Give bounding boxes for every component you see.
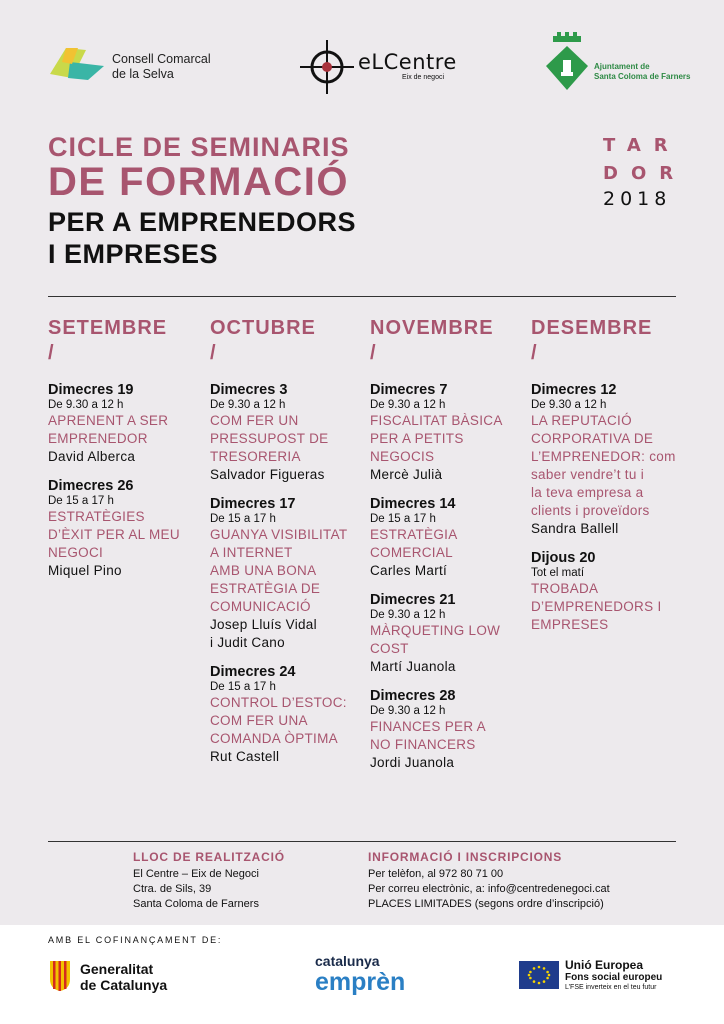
event-topic-line: A INTERNET: [210, 545, 293, 560]
event-topic-line: EMPRESES: [531, 617, 609, 632]
consell-name-line2: de la Selva: [112, 67, 174, 81]
consell-comarcal-logo: [48, 44, 218, 86]
crosshair-icon: [298, 38, 356, 96]
consell-comarcal-mark-icon: [48, 44, 106, 84]
event-time: De 15 a 17 h: [370, 513, 436, 525]
coat-of-arms-icon: [544, 30, 590, 92]
info-heading: INFORMACIÓ I INSCRIPCIONS: [368, 850, 563, 864]
event-topic-line: la teva empresa a: [531, 485, 644, 500]
event-topic-line: FINANCES PER A: [370, 719, 486, 734]
divider-top: [48, 296, 676, 297]
info-places: PLACES LIMITADES (segons ordre d’inscripció): [368, 898, 604, 910]
event-topic-line: COMUNICACIÓ: [210, 599, 311, 614]
event-topic-line: L’EMPRENEDOR: com: [531, 449, 676, 464]
season-year: 2018: [603, 188, 672, 210]
month-name: SETEMBRE: [48, 317, 168, 339]
season-tar: TAR: [603, 135, 681, 156]
event-topic-line: AMB UNA BONA: [210, 563, 317, 578]
event-topic-line: APRENENT A SER: [48, 413, 169, 428]
event-speaker: David Alberca: [48, 449, 136, 464]
eu-line1: Unió Europea: [565, 958, 644, 972]
seminar-event: [48, 382, 208, 466]
event-topic-line: CONTROL D’ESTOC:: [210, 695, 347, 710]
seminar-event: [531, 550, 691, 634]
month-column-1: [210, 316, 370, 778]
event-topic-line: GUANYA VISIBILITAT: [210, 527, 348, 542]
month-column-0: [48, 316, 208, 592]
event-day: Dimecres 17: [210, 496, 296, 512]
event-day: Dimecres 21: [370, 592, 456, 608]
event-time: De 15 a 17 h: [48, 495, 114, 507]
ajuntament-line2: Santa Coloma de Farners: [594, 72, 691, 81]
event-topic-line: LA REPUTACIÓ: [531, 413, 632, 428]
event-day: Dimecres 19: [48, 382, 134, 398]
event-speaker: Rut Castell: [210, 749, 280, 764]
event-topic-line: NEGOCIS: [370, 449, 435, 464]
ajuntament-line1: Ajuntament de: [594, 62, 650, 71]
event-day: Dimecres 14: [370, 496, 456, 512]
event-speaker: Josep Lluís Vidal: [210, 617, 317, 632]
event-day: Dimecres 26: [48, 478, 134, 494]
empren-text: emprèn: [315, 968, 406, 996]
month-slash: /: [210, 342, 217, 364]
event-topic-line: FISCALITAT BÀSICA: [370, 413, 503, 428]
month-name: DESEMBRE: [531, 317, 653, 339]
month-slash: /: [531, 342, 538, 364]
title-block: [48, 132, 528, 270]
info-block: [368, 850, 678, 912]
sponsor-band: [0, 925, 724, 1024]
seminar-event: [370, 496, 530, 580]
event-time: De 9.30 a 12 h: [370, 399, 446, 411]
month-column-2: [370, 316, 530, 784]
event-day: Dimecres 28: [370, 688, 456, 704]
consell-name-line1: Consell Comarcal: [112, 52, 211, 66]
month-slash: /: [370, 342, 377, 364]
event-speaker: Jordi Juanola: [370, 755, 455, 770]
event-topic-line: PER A PETITS: [370, 431, 464, 446]
event-day: Dimecres 3: [210, 382, 288, 398]
venue-line: Ctra. de Sils, 39: [133, 883, 212, 895]
venue-line: Santa Coloma de Farners: [133, 898, 259, 910]
divider-bottom: [48, 841, 676, 842]
event-time: Tot el matí: [531, 567, 585, 579]
title-line1: CICLE DE SEMINARIS: [48, 132, 350, 162]
el-centre-subtitle: Eix de negoci: [402, 74, 445, 81]
el-centre-name: eLCentre: [358, 50, 457, 74]
cofinancament-label: AMB EL COFINANÇAMENT DE:: [48, 935, 223, 945]
month-slash: /: [48, 342, 55, 364]
event-topic-line: TRESORERIA: [210, 449, 301, 464]
event-time: De 15 a 17 h: [210, 681, 276, 693]
venue-line: El Centre – Eix de Negoci: [133, 868, 259, 880]
event-topic-line: NEGOCI: [48, 545, 104, 560]
event-topic-line: ESTRATÈGIA DE: [210, 581, 321, 596]
seminar-event: [48, 478, 208, 580]
eu-logo: [519, 959, 679, 993]
seminar-event: [370, 688, 530, 772]
event-topic-line: clients i proveïdors: [531, 503, 650, 518]
seminar-event: [210, 664, 370, 766]
event-topic-line: COMERCIAL: [370, 545, 453, 560]
seminar-event: [210, 496, 370, 652]
event-topic-line: COST: [370, 641, 409, 656]
event-topic-line: EMPRENEDOR: [48, 431, 148, 446]
event-speaker: Salvador Figueras: [210, 467, 325, 482]
event-topic-line: saber vendre’t tu i: [531, 467, 645, 482]
catalunya-empren-logo: [315, 953, 435, 995]
event-time: De 9.30 a 12 h: [370, 609, 446, 621]
event-day: Dimecres 7: [370, 382, 448, 398]
event-speaker: Carles Martí: [370, 563, 448, 578]
event-topic-line: COMANDA ÒPTIMA: [210, 731, 338, 746]
event-time: De 9.30 a 12 h: [370, 705, 446, 717]
event-topic-line: TROBADA: [531, 581, 599, 596]
month-column-3: [531, 316, 691, 646]
seminar-event: [210, 382, 370, 484]
event-day: Dimecres 12: [531, 382, 617, 398]
event-time: De 15 a 17 h: [210, 513, 276, 525]
venue-heading: LLOC DE REALITZACIÓ: [133, 850, 285, 864]
event-topic-line: NO FINANCERS: [370, 737, 476, 752]
info-email: Per correu electrònic, a: info@centredenegoci.cat: [368, 883, 610, 895]
season-dor: DOR: [603, 163, 687, 184]
event-topic-line: D’EMPRENEDORS I: [531, 599, 662, 614]
event-speaker: Sandra Ballell: [531, 521, 619, 536]
seminar-event: [370, 382, 530, 484]
title-line4: I EMPRESES: [48, 239, 219, 269]
venue-block: [133, 850, 353, 912]
seminar-event: [370, 592, 530, 676]
event-time: De 9.30 a 12 h: [531, 399, 607, 411]
title-line3: PER A EMPRENEDORS: [48, 207, 357, 237]
event-speaker: Miquel Pino: [48, 563, 122, 578]
el-centre-logo: [298, 38, 473, 96]
event-speaker: i Judit Cano: [210, 635, 285, 650]
event-topic-line: COM FER UNA: [210, 713, 308, 728]
info-phone: Per telèfon, al 972 80 71 00: [368, 868, 504, 880]
event-speaker: Martí Juanola: [370, 659, 456, 674]
event-topic-line: MÀRQUETING LOW: [370, 623, 501, 638]
event-topic-line: ESTRATÈGIA: [370, 527, 458, 542]
event-topic-line: PRESSUPOST DE: [210, 431, 329, 446]
generalitat-logo: [48, 959, 208, 995]
event-topic-line: CORPORATIVA DE: [531, 431, 654, 446]
month-name: OCTUBRE: [210, 317, 316, 339]
eu-line2: Fons social europeu: [565, 972, 663, 983]
eu-line3: L’FSE inverteix en el teu futur: [565, 984, 657, 991]
month-name: NOVEMBRE: [370, 317, 494, 339]
event-speaker: Mercè Julià: [370, 467, 443, 482]
seminar-event: [531, 382, 691, 538]
title-line2: DE FORMACIÓ: [48, 160, 349, 204]
catalunya-text: catalunya: [315, 953, 380, 969]
season-block: [603, 132, 693, 210]
event-topic-line: D’ÈXIT PER AL MEU: [48, 527, 180, 542]
eu-flag-icon: [519, 961, 559, 989]
event-day: Dimecres 24: [210, 664, 296, 680]
generalitat-line1: Generalitat: [80, 961, 154, 977]
event-topic-line: COM FER UN: [210, 413, 299, 428]
event-time: De 9.30 a 12 h: [210, 399, 286, 411]
event-time: De 9.30 a 12 h: [48, 399, 124, 411]
senyera-icon: [48, 961, 72, 991]
event-day: Dijous 20: [531, 550, 596, 566]
ajuntament-logo: [544, 30, 694, 94]
generalitat-line2: de Catalunya: [80, 977, 168, 993]
event-topic-line: ESTRATÈGIES: [48, 509, 145, 524]
